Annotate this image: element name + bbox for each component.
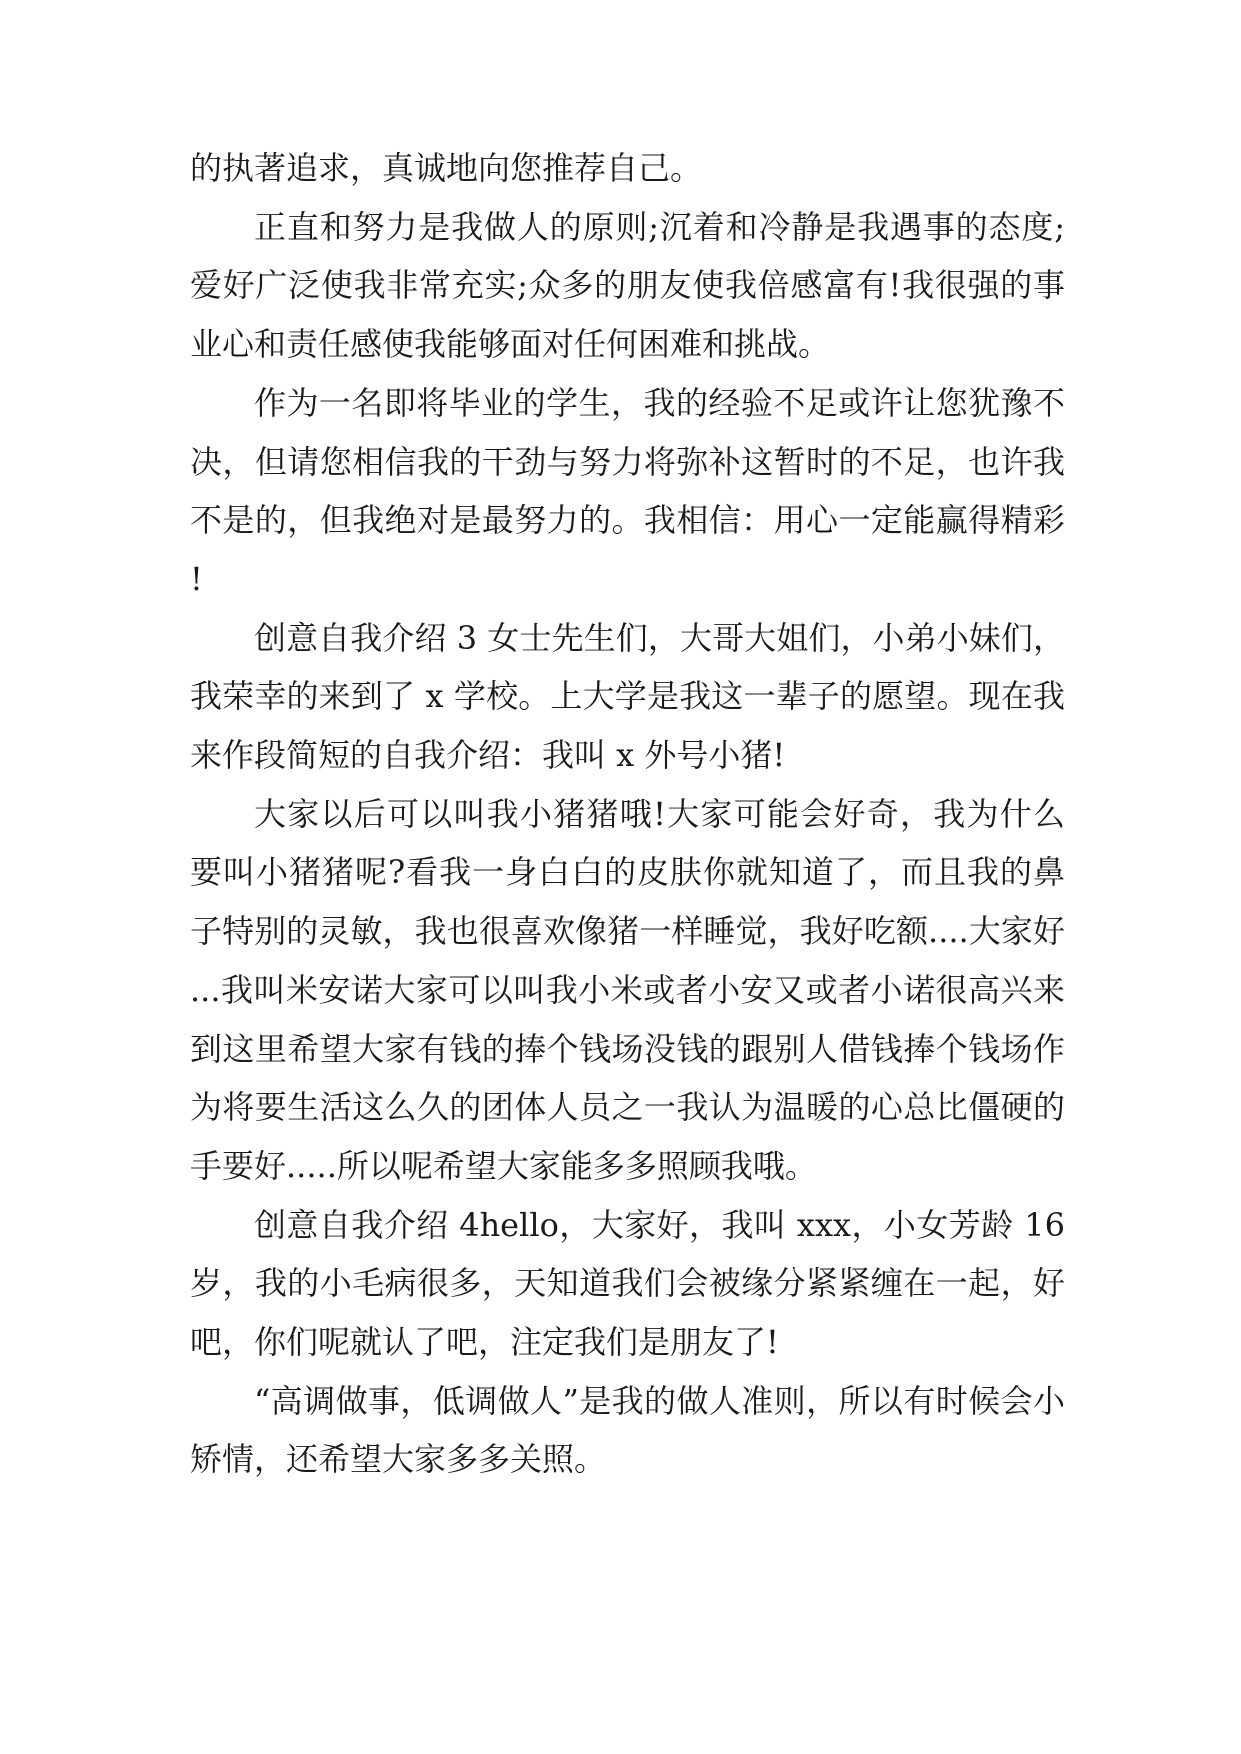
paragraph-1: 的执著追求，真诚地向您推荐自己。 bbox=[190, 149, 703, 187]
paragraph-3: 作为一名即将毕业的学生，我的经验不足或许让您犹豫不决，但请您相信我的干劲与努力将弥补这暂时的不足，也许我不是的，但我绝对是最努力的。我相信：用心一定能赢得精彩! bbox=[190, 383, 1065, 598]
paragraph-2: 正直和努力是我做人的原则;沉着和冷静是我遇事的态度;爱好广泛使我非常充实;众多的朋友使我倍感富有!我很强的事业心和责任感使我能够面对任何困难和挑战。 bbox=[190, 207, 1065, 364]
paragraph-5: 大家以后可以叫我小猪猪哦!大家可能会好奇，我为什么要叫小猪猪呢?看我一身白白的皮肤你就知道了，而且我的鼻子特别的灵敏，我也很喜欢像猪一样睡觉，我好吃额....大家好...我叫米安诺大家可以叫我小米或者小安又或者小诺很高兴来到这里希望大家有钱的捧个钱场没钱的跟别人借钱捧个钱场作为将要生活这么久的团体人员之一我认为温暖的心总比僵硬的手要好.....所以呢希望大家能多多照顾我哦。 bbox=[190, 794, 1065, 1185]
document-body bbox=[190, 139, 1065, 1489]
paragraph-7: “高调做事，低调做人”是我的做人准则，所以有时候会小矫情，还希望大家多多关照。 bbox=[190, 1381, 1065, 1479]
paragraph-6: 创意自我介绍 4hello，大家好，我叫 xxx，小女芳龄 16 岁，我的小毛病很多，天知道我们会被缘分紧紧缠在一起，好吧，你们呢就认了吧，注定我们是朋友了! bbox=[190, 1205, 1065, 1362]
paragraph-4: 创意自我介绍 3 女士先生们，大哥大姐们，小弟小妹们，我荣幸的来到了 x 学校。上大学是我这一辈子的愿望。现在我来作段简短的自我介绍：我叫 x 外号小猪! bbox=[190, 618, 1065, 775]
